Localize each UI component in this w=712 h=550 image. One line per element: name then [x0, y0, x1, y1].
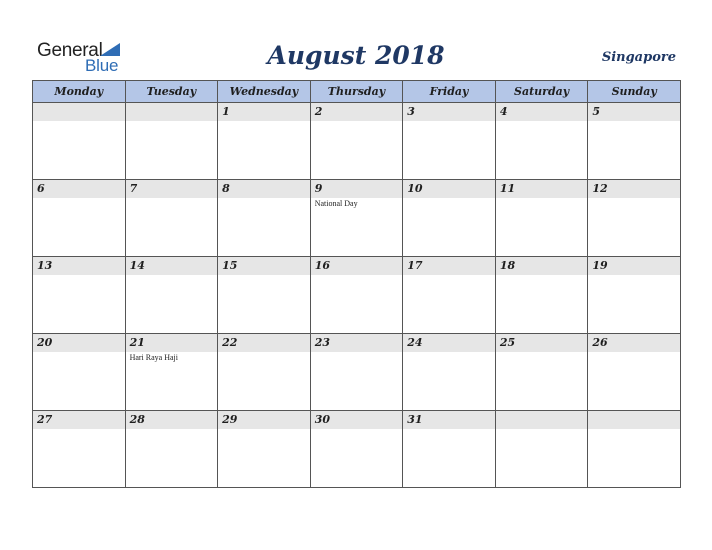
day-number: 21	[129, 336, 145, 349]
day-number: 18	[499, 259, 516, 272]
day-cell	[218, 257, 311, 334]
day-number: 24	[407, 336, 423, 349]
day-cell	[588, 411, 681, 488]
day-number: 25	[499, 336, 516, 349]
day-number: 9	[314, 182, 323, 195]
day-cell-header	[218, 103, 310, 121]
day-number: 31	[407, 413, 423, 426]
day-cell	[495, 334, 588, 411]
day-cell-header	[403, 411, 495, 429]
day-cell	[218, 180, 311, 257]
week-row	[33, 334, 681, 411]
day-cell	[588, 180, 681, 257]
day-cell	[218, 103, 311, 180]
day-cell	[310, 103, 403, 180]
day-cell	[125, 411, 218, 488]
day-number: 10	[407, 182, 423, 195]
day-cell-header	[588, 180, 680, 198]
day-number: 17	[407, 259, 423, 272]
day-cell	[310, 334, 403, 411]
day-number: 5	[592, 105, 601, 118]
day-cell	[588, 257, 681, 334]
day-cell-header	[126, 411, 218, 429]
day-number: 28	[129, 413, 145, 426]
day-cell-header	[33, 411, 125, 429]
day-cell	[403, 411, 496, 488]
calendar-grid	[32, 80, 681, 488]
weekday-header-row	[33, 81, 681, 103]
day-number: 19	[592, 259, 608, 272]
day-cell	[403, 103, 496, 180]
day-cell	[125, 180, 218, 257]
day-cell-header	[126, 103, 218, 121]
day-number: 11	[499, 182, 516, 195]
day-cell	[588, 334, 681, 411]
day-cell-header	[126, 334, 218, 352]
day-number: 26	[592, 336, 608, 349]
day-cell-header	[33, 103, 125, 121]
day-number: 15	[222, 259, 238, 272]
day-cell-header	[311, 334, 403, 352]
country-label: Singapore	[601, 50, 676, 65]
day-cell	[403, 180, 496, 257]
week-row	[33, 180, 681, 257]
day-number: 4	[499, 105, 508, 118]
day-cell	[33, 103, 126, 180]
day-number: 16	[314, 259, 330, 272]
day-cell	[310, 180, 403, 257]
day-number: 14	[129, 259, 145, 272]
day-cell	[218, 411, 311, 488]
week-row	[33, 411, 681, 488]
day-cell-header	[218, 180, 310, 198]
logo-general-text: General	[37, 40, 103, 61]
day-cell-header	[588, 257, 680, 275]
day-cell	[310, 257, 403, 334]
day-cell-header	[403, 334, 495, 352]
calendar-title: August 2018	[267, 41, 445, 70]
week-row	[33, 103, 681, 180]
day-cell	[33, 180, 126, 257]
day-cell	[403, 257, 496, 334]
day-cell	[495, 180, 588, 257]
holiday-label: National Day	[314, 199, 358, 208]
day-cell	[495, 411, 588, 488]
day-number: 20	[37, 336, 53, 349]
day-cell-header	[496, 411, 588, 429]
day-cell-header	[311, 257, 403, 275]
day-cell	[495, 257, 588, 334]
day-number: 23	[314, 336, 330, 349]
day-cell-header	[218, 334, 310, 352]
day-cell-header	[126, 257, 218, 275]
weekday-header: Thursday	[310, 81, 403, 103]
day-cell-header	[126, 180, 218, 198]
day-number: 3	[407, 105, 415, 118]
day-cell-header	[311, 411, 403, 429]
day-cell-header	[311, 180, 403, 198]
day-number: 12	[592, 182, 608, 195]
day-number: 13	[37, 259, 53, 272]
day-cell-header	[588, 411, 680, 429]
weekday-header: Saturday	[495, 81, 588, 103]
weekday-header: Tuesday	[125, 81, 218, 103]
holiday-label: Hari Raya Haji	[129, 353, 178, 362]
day-number: 22	[222, 336, 238, 349]
day-cell	[33, 411, 126, 488]
day-number: 29	[222, 413, 238, 426]
weekday-header: Friday	[403, 81, 496, 103]
day-cell-header	[403, 103, 495, 121]
day-cell-header	[496, 103, 588, 121]
day-number: 30	[314, 413, 330, 426]
day-cell-header	[496, 257, 588, 275]
day-number: 1	[222, 105, 230, 118]
day-cell	[33, 257, 126, 334]
day-cell-header	[403, 257, 495, 275]
logo-blue-text: Blue	[85, 56, 119, 75]
day-cell-header	[218, 411, 310, 429]
day-number: 8	[222, 182, 230, 195]
day-cell	[588, 103, 681, 180]
week-row	[33, 257, 681, 334]
day-cell-header	[311, 103, 403, 121]
day-cell-header	[496, 334, 588, 352]
day-cell-header	[33, 180, 125, 198]
day-cell-header	[33, 257, 125, 275]
day-cell-header	[496, 180, 588, 198]
day-number: 27	[37, 413, 53, 426]
weekday-header: Monday	[33, 81, 126, 103]
day-cell-header	[403, 180, 495, 198]
day-cell-header	[588, 103, 680, 121]
day-cell	[218, 334, 311, 411]
day-cell-header	[218, 257, 310, 275]
day-cell	[495, 103, 588, 180]
weekday-header: Wednesday	[218, 81, 311, 103]
day-cell	[125, 257, 218, 334]
day-cell	[403, 334, 496, 411]
day-number: 2	[314, 105, 323, 118]
weekday-header: Sunday	[588, 81, 681, 103]
day-cell-header	[588, 334, 680, 352]
day-cell	[33, 334, 126, 411]
day-cell-header	[33, 334, 125, 352]
day-cell	[125, 103, 218, 180]
day-cell	[310, 411, 403, 488]
day-cell	[125, 334, 218, 411]
day-number: 7	[129, 182, 138, 195]
day-number: 6	[37, 182, 45, 195]
